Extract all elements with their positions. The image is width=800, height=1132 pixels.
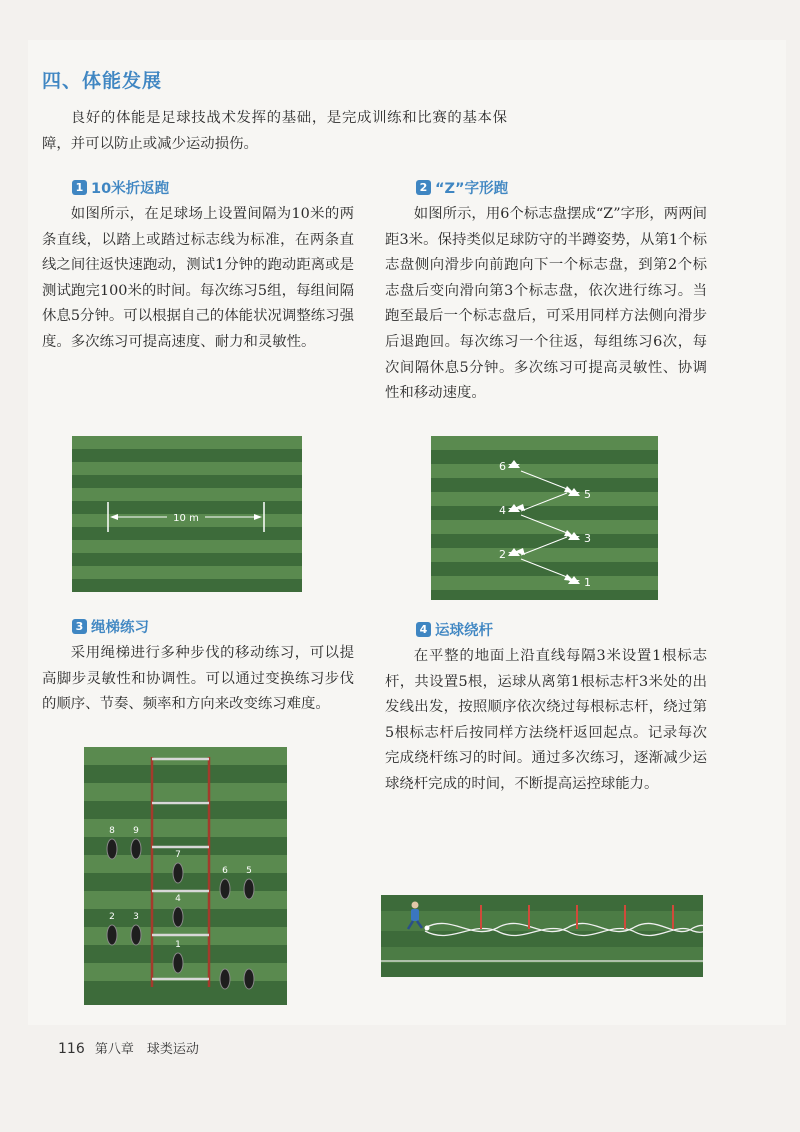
cone-1-label: 1: [584, 576, 591, 589]
cone-3-label: 3: [584, 532, 591, 545]
step-3-label: 3: [133, 912, 139, 922]
drill-3-text: 采用绳梯进行多种步伐的移动练习，可以提高脚步灵敏性和协调性。可以通过变换练习步伐的顺序、节奏、频率和方向来改变练习难度。: [42, 645, 354, 713]
section-title: 四、体能发展: [42, 70, 163, 92]
step-1-label: 1: [175, 940, 181, 950]
step-4-label: 4: [175, 894, 181, 904]
drill-1-heading: [72, 177, 169, 198]
z-run-figure: [431, 436, 658, 600]
footprint-1-icon: [173, 953, 183, 973]
drill-1-number: 1: [72, 180, 87, 195]
footprint-2-icon: [107, 925, 117, 945]
footprint-8-icon: [107, 839, 117, 859]
drill-2-number: 2: [416, 180, 431, 195]
step-2-label: 2: [109, 912, 115, 922]
footprint-9-icon: [131, 839, 141, 859]
intro-paragraph: 良好的体能是足球技战术发挥的基础，是完成训练和比赛的基本保障，并可以防止或减少运动损伤。: [42, 110, 507, 152]
dribble-poles-field-svg: [381, 895, 703, 977]
drill-2-title: “Z”字形跑: [435, 181, 509, 197]
footprint-7-icon: [173, 863, 183, 883]
footprint-5-icon: [244, 879, 254, 899]
footprint-4-icon: [173, 907, 183, 927]
shuttle-run-figure: [72, 436, 302, 592]
footprint-6-icon: [220, 879, 230, 899]
drill-4-text: 在平整的地面上沿直线每隔3米设置1根标志杆，共设置5根，运球从离第1根标志杆3米处的出发线出发，按照顺序依次绕过每根标志杆，绕过第5根标志杆后按同样方法绕杆返回起点。记录每次完成绕杆练习的时间。通过多次练习，逐渐减少运球绕杆完成的时间，不断提高运控球能力。: [385, 648, 707, 792]
z-run-field-svg: [431, 436, 658, 600]
step-6-label: 6: [222, 866, 228, 876]
cone-4-label: 4: [499, 504, 506, 517]
drill-1-title: 10米折返跑: [91, 181, 170, 197]
shuttle-run-field-svg: [72, 436, 302, 592]
drill-4-heading: [416, 619, 493, 640]
drill-4-title: 运球绕杆: [435, 623, 493, 639]
cone-6-label: 6: [499, 460, 506, 473]
drill-3-heading: [72, 616, 149, 637]
rope-ladder-figure: [84, 747, 287, 1005]
rope-ladder-field-svg: [84, 747, 287, 1005]
cone-5-label: 5: [584, 488, 591, 501]
drill-3-number: 3: [72, 619, 87, 634]
dribble-poles-figure: [381, 895, 703, 977]
page-number: 116: [58, 1041, 85, 1057]
step-7-label: 7: [175, 850, 181, 860]
drill-1-text: 如图所示，在足球场上设置间隔为10米的两条直线，以踏上或踏过标志线为标准，在两条直线之间往返快速跑动，测试1分钟的跑动距离或是测试跑完100米的时间。每次练习5组，每组间隔休息5分钟。可以根据自己的体能状况调整练习强度。多次练习可提高速度、耐力和灵敏性。: [42, 206, 354, 350]
step-9-label: 9: [133, 826, 139, 836]
distance-label: 10 m: [173, 513, 199, 524]
drill-2-heading: [416, 177, 508, 198]
cone-2-label: 2: [499, 548, 506, 561]
drill-3-title: 绳梯练习: [91, 620, 149, 636]
step-5-label: 5: [246, 866, 252, 876]
page-footer: [58, 1038, 199, 1057]
drill-4-number: 4: [416, 622, 431, 637]
drill-2-text: 如图所示，用6个标志盘摆成“Z”字形，两两间距3米。保持类似足球防守的半蹲姿势，从第1个标志盘侧向滑步向前跑向下一个标志盘，到第2个标志盘后变向滑向第3个标志盘，依次进行练习。当跑至最后一个标志盘后，可采用同样方法侧向滑步后退跑回。每次练习一个往返，每组练习6次，每次间隔休息5分钟。多次练习可提高灵敏性、协调性和移动速度。: [385, 206, 707, 402]
footprint-3-icon: [131, 925, 141, 945]
chapter-label: 第八章 球类运动: [94, 1042, 199, 1057]
step-8-label: 8: [109, 826, 115, 836]
